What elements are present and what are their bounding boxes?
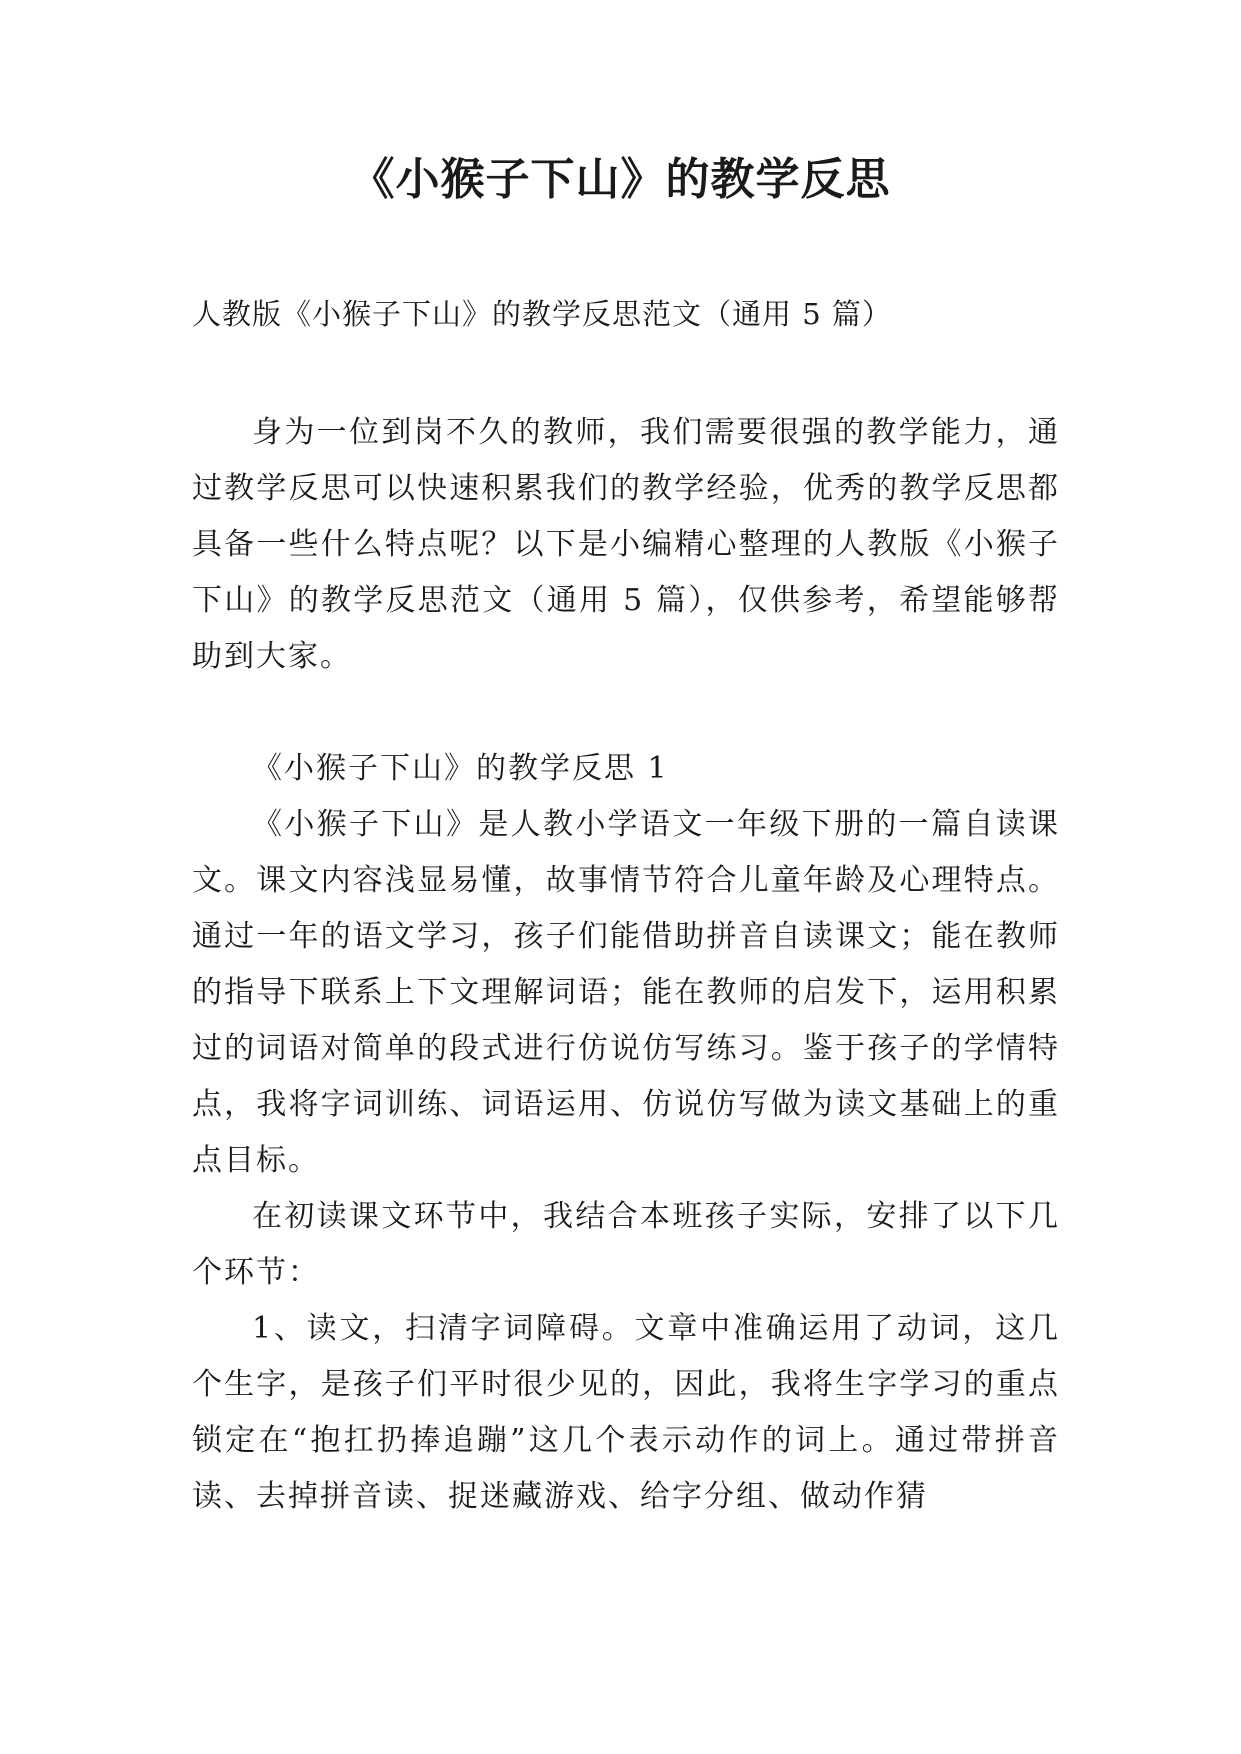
body-paragraph-1: 《小猴子下山》是人教小学语文一年级下册的一篇自读课文。课文内容浅显易懂，故事情节符合儿童年龄及心理特点。通过一年的语文学习，孩子们能借助拼音自读课文；能在教师的指导下联系上下文理解词语；能在教师的启发下，运用积累过的词语对简单的段式进行仿说仿写练习。鉴于孩子的学情特点，我将字词训练、词语运用、仿说仿写做为读文基础上的重点目标。 <box>192 807 1060 1178</box>
body-paragraph-2: 在初读课文环节中，我结合本班孩子实际，安排了以下几个环节： <box>192 1199 1060 1290</box>
document-title: 《小猴子下山》的教学反思 <box>350 154 891 205</box>
intro-paragraph: 身为一位到岗不久的教师，我们需要很强的教学能力，通过教学反思可以快速积累我们的教学经验，优秀的教学反思都具备一些什么特点呢？以下是小编精心整理的人教版《小猴子下山》的教学反思范文（通用 5 篇），仅供参考，希望能够帮助到大家。 <box>192 415 1060 674</box>
section-heading: 《小猴子下山》的教学反思 1 <box>252 751 669 786</box>
document-subtitle: 人教版《小猴子下山》的教学反思范文（通用 5 篇） <box>192 297 892 331</box>
document-body <box>192 405 1060 1525</box>
body-paragraph-3: 1、读文，扫清字词障碍。文章中准确运用了动词，这几个生字，是孩子们平时很少见的，因此，我将生字学习的重点锁定在“抱扛扔捧追蹦”这几个表示动作的词上。通过带拼音读、去掉拼音读、捉迷藏游戏、给字分组、做动作猜 <box>192 1311 1060 1514</box>
